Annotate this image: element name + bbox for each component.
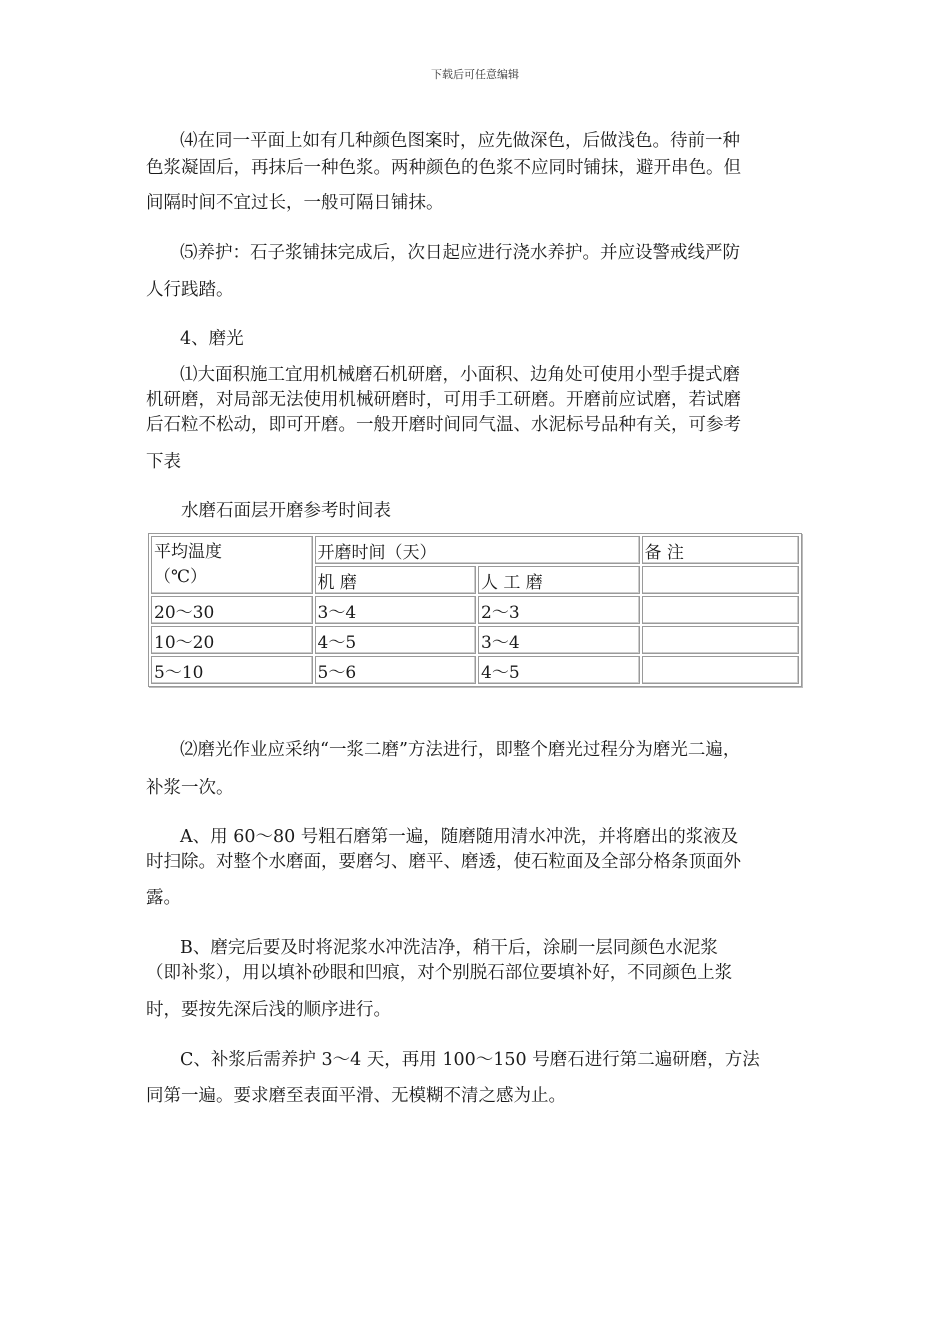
text-line: 下表 bbox=[146, 452, 181, 472]
text-line: ⑸养护：石子浆铺抹完成后，次日起应进行浇水养护。并应设警戒线严防 bbox=[180, 243, 740, 263]
text-line: 间隔时间不宜过长，一般可隔日铺抹。 bbox=[146, 193, 444, 213]
cell-machine: 3～4 bbox=[315, 596, 477, 624]
cell-temp: 5～10 bbox=[151, 656, 313, 684]
cell-manual: 2～3 bbox=[478, 596, 640, 624]
header-cell-manual: 人 工 磨 bbox=[478, 566, 640, 594]
cell-temp: 10～20 bbox=[151, 626, 313, 654]
cell-machine: 4～5 bbox=[315, 626, 477, 654]
text-line: C、补浆后需养护 3～4 天，再用 100～150 号磨石进行第二遍研磨，方法 bbox=[180, 1050, 760, 1070]
text-line: 人行践踏。 bbox=[146, 280, 234, 300]
cell-machine: 5～6 bbox=[315, 656, 477, 684]
text-line: A、用 60～80 号粗石磨第一遍，随磨随用清水冲洗，并将磨出的浆液及 bbox=[180, 827, 739, 847]
cell-temp: 20～30 bbox=[151, 596, 313, 624]
text-line: 4、磨光 bbox=[180, 329, 244, 349]
header-cell-empty bbox=[642, 566, 800, 594]
header-cell-temperature bbox=[151, 536, 313, 594]
header-temp-line1: 平均温度 bbox=[154, 542, 222, 562]
header-temp-line2: （℃） bbox=[154, 567, 208, 587]
page-header: 下载后可任意编辑 bbox=[431, 68, 519, 81]
text-line: （即补浆），用以填补砂眼和凹痕，对个别脱石部位要填补好，不同颜色上浆 bbox=[146, 963, 733, 983]
header-cell-time: 开磨时间（天） bbox=[315, 536, 640, 564]
text-line: 时扫除。对整个水磨面，要磨匀、磨平、磨透，使石粒面及全部分格条顶面外 bbox=[146, 852, 741, 872]
text-line: 机研磨，对局部无法使用机械研磨时，可用手工研磨。开磨前应试磨，若试磨 bbox=[146, 390, 741, 410]
text-line: 时，要按先深后浅的顺序进行。 bbox=[146, 1000, 391, 1020]
text-line: B、磨完后要及时将泥浆水冲洗洁净，稍干后，涂刷一层同颜色水泥浆 bbox=[180, 938, 718, 958]
cell-note bbox=[642, 656, 800, 684]
table-caption: 水磨石面层开磨参考时间表 bbox=[181, 501, 391, 521]
cell-manual: 4～5 bbox=[478, 656, 640, 684]
text-line: ⑷在同一平面上如有几种颜色图案时，应先做深色，后做浅色。待前一种 bbox=[180, 131, 740, 151]
table-row bbox=[151, 656, 799, 684]
table-row bbox=[151, 596, 799, 624]
grinding-time-table bbox=[148, 533, 802, 687]
table-row bbox=[151, 626, 799, 654]
text-line: ⑴大面积施工宜用机械磨石机研磨，小面积、边角处可使用小型手提式磨 bbox=[180, 365, 740, 385]
header-cell-note: 备 注 bbox=[642, 536, 800, 564]
text-line: 色浆凝固后，再抹后一种色浆。两种颜色的色浆不应同时铺抹，避开串色。但 bbox=[146, 158, 741, 178]
header-cell-machine: 机 磨 bbox=[315, 566, 477, 594]
text-line: 后石粒不松动，即可开磨。一般开磨时间同气温、水泥标号品种有关，可参考 bbox=[146, 415, 741, 435]
text-line: ⑵磨光作业应采纳“一浆二磨”方法进行，即整个磨光过程分为磨光二遍， bbox=[180, 740, 741, 760]
cell-note bbox=[642, 626, 800, 654]
text-line: 补浆一次。 bbox=[146, 778, 234, 798]
text-line: 露。 bbox=[146, 888, 181, 908]
cell-manual: 3～4 bbox=[478, 626, 640, 654]
text-line: 同第一遍。要求磨至表面平滑、无模糊不清之感为止。 bbox=[146, 1086, 566, 1106]
cell-note bbox=[642, 596, 800, 624]
